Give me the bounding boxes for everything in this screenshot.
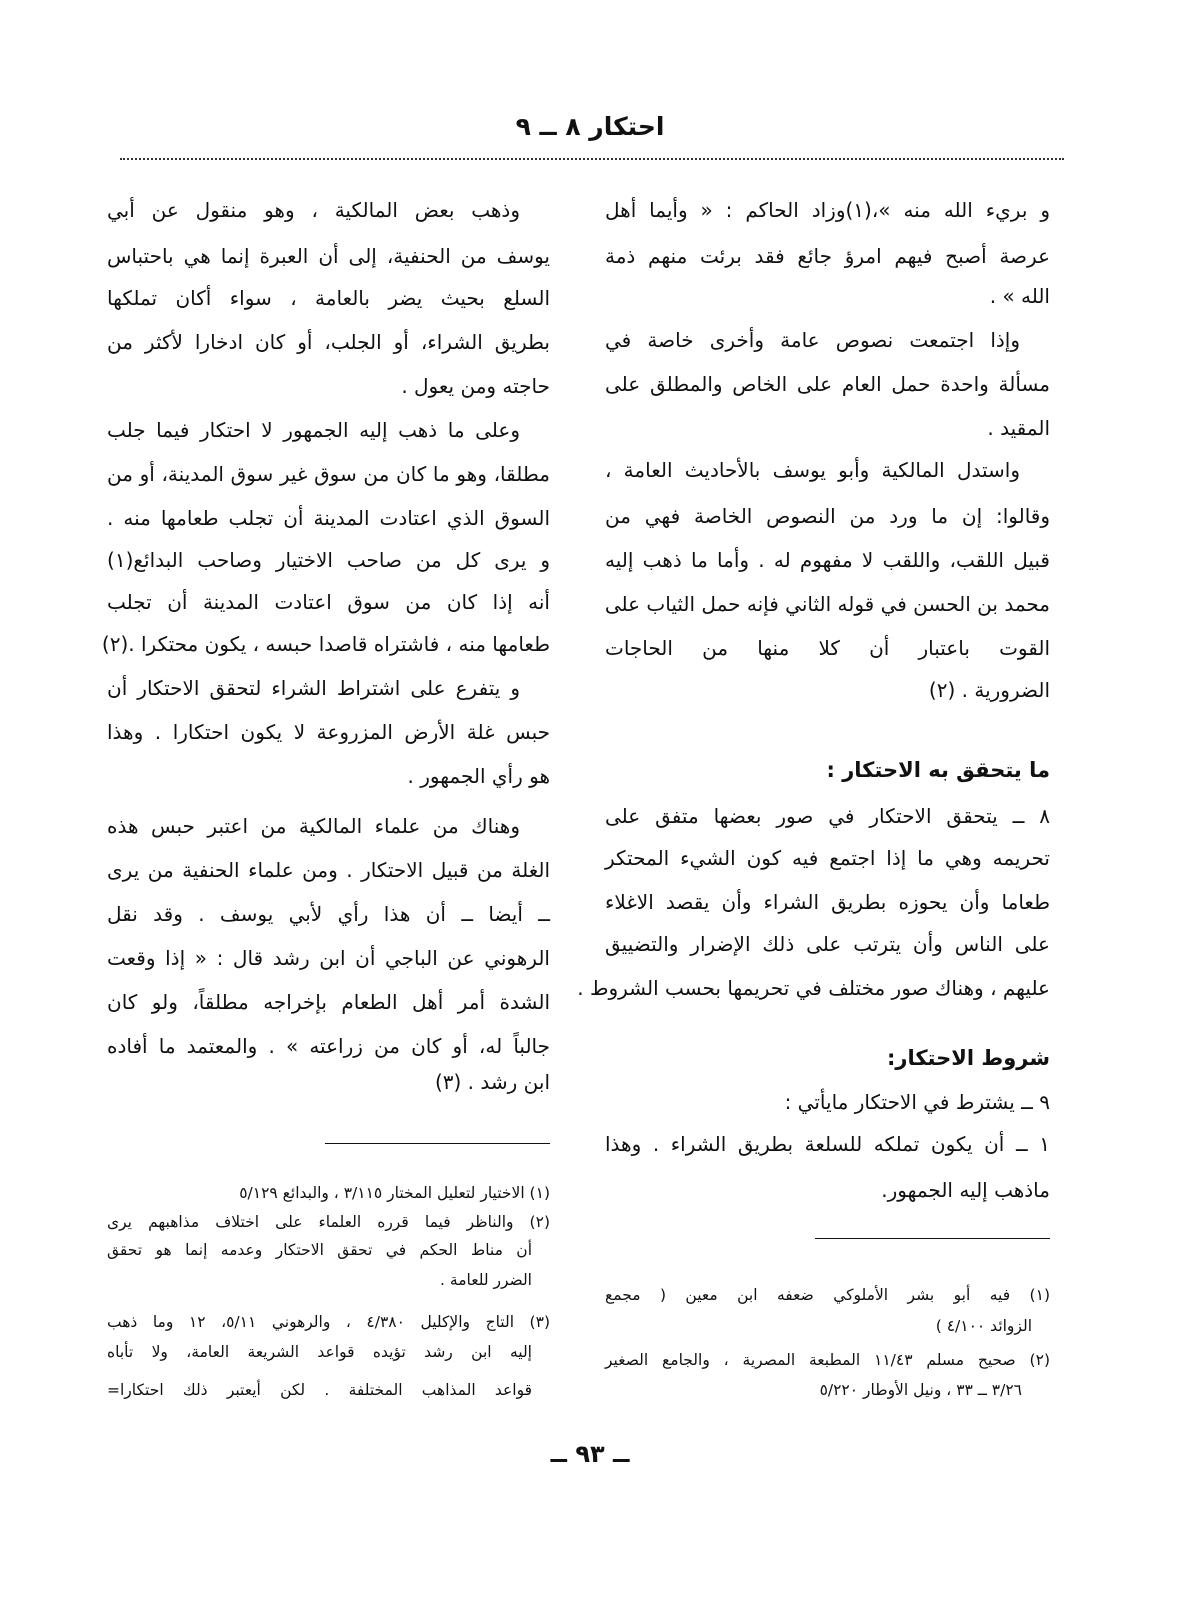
text-line: الله » .	[989, 284, 1050, 308]
text-line: وعلى ما ذهب إليه الجمهور لا احتكار فيما جلب	[107, 418, 520, 442]
text-line: هو رأي الجمهور .	[407, 764, 550, 788]
footnote-line: الضرر للعامة .	[440, 1271, 532, 1289]
text-line: و بريء الله منه »،(١)وزاد الحاكم : « وأيما أهل	[605, 198, 1050, 222]
text-line: تحريمه وهي ما إذا اجتمع فيه كون الشيء المحتكر	[605, 846, 1050, 870]
footnote-line: (٢) صحيح مسلم ١١/٤٣ المطبعة المصرية ، والجامع الصغير	[605, 1351, 1050, 1369]
section-heading: ما يتحقق به الاحتكار :	[826, 758, 1050, 782]
text-line: ٩ ــ يشترط في الاحتكار مايأتي :	[784, 1090, 1050, 1114]
text-line: عرصة أصبح فيهم امرؤ جائع فقد برئت منهم ذمة	[605, 244, 1050, 268]
footnote-line: (١) الاختيار لتعليل المختار ٣/١١٥ ، والبدائع ٥/١٢٩	[239, 1184, 550, 1202]
text-line: حاجته ومن يعول .	[401, 374, 550, 398]
text-line: ماذهب إليه الجمهور.	[881, 1178, 1050, 1202]
text-line: الضرورية . (٢)	[928, 678, 1050, 702]
running-header: احتكار ٨ ــ ٩	[515, 112, 665, 141]
text-line: وقالوا: إن ما ورد من النصوص الخاصة فهي من	[605, 504, 1050, 528]
left-footnote-rule	[325, 1143, 550, 1144]
text-line: وإذا اجتمعت نصوص عامة وأخرى خاصة في	[605, 328, 1020, 352]
footnote-line: (٣) التاج والإكليل ٤/٣٨٠ ، والرهوني ٥/١١، ١٢ وما ذهب	[107, 1313, 550, 1331]
footnote-line: أن مناط الحكم في تحقق الاحتكار وعدمه إنما هو تحقق	[107, 1241, 532, 1259]
text-line: السوق الذي اعتادت المدينة أن تجلب طعامها منه .	[107, 506, 550, 530]
text-line: أنه إذا كان من سوق اعتادت المدينة أن تجلب	[107, 590, 550, 614]
text-line: مطلقا، وهو ما كان من سوق غير سوق المدينة، أو من	[107, 462, 550, 486]
text-line: الشدة أمر أهل الطعام بإخراجه مطلقاً، ولو كان	[107, 990, 550, 1014]
text-line: السلع بحيث يضر بالعامة ، سواء أكان تملكها	[107, 286, 550, 310]
text-line: ابن رشد . (٣)	[434, 1070, 550, 1094]
text-line: القوت باعتبار أن كلا منها من الحاجات	[605, 636, 1050, 660]
text-line: طعامها منه ، فاشتراه قاصدا حبسه ، يكون محتكرا .(٢)	[101, 632, 550, 656]
text-line: ــ أيضا ــ أن هذا رأي لأبي يوسف . وقد نقل	[107, 902, 550, 926]
text-line: المقيد .	[987, 416, 1050, 440]
text-line: قبيل اللقب، واللقب لا مفهوم له . وأما ما ذهب إليه	[605, 548, 1050, 572]
footnote-line: إليه ابن رشد تؤيده قواعد الشريعة العامة، ولا تأباه	[107, 1343, 532, 1361]
section-heading: شروط الاحتكار:	[886, 1046, 1050, 1070]
page-number: ــ ٩٣ ــ	[550, 1440, 630, 1468]
text-line: يوسف من الحنفية، إلى أن العبرة إنما هي باحتباس	[107, 244, 550, 268]
text-line: حبس غلة الأرض المزروعة لا يكون احتكارا . وهذا	[107, 720, 550, 744]
text-line: عليهم ، وهناك صور مختلف في تحريمها بحسب الشروط .	[577, 976, 1050, 1000]
header-divider	[120, 158, 1064, 160]
text-line: على الناس وأن يترتب على ذلك الإضرار والتضييق	[605, 932, 1050, 956]
text-line: وذهب بعض المالكية ، وهو منقول عن أبي	[107, 198, 520, 222]
text-line: الغلة من قبيل الاحتكار . ومن علماء الحنفية من يرى	[107, 858, 550, 882]
text-line: واستدل المالكية وأبو يوسف بالأحاديث العامة ،	[605, 458, 1020, 482]
footnote-line: الزوائد ٤/١٠٠ )	[935, 1317, 1032, 1335]
footnote-line: (٢) والناظر فيما قرره العلماء على اختلاف مذاهبهم يرى	[107, 1213, 550, 1231]
text-line: وهناك من علماء المالكية من اعتبر حبس هذه	[107, 814, 520, 838]
text-line: و يرى كل من صاحب الاختيار وصاحب البدائع(١)	[107, 548, 550, 572]
text-line: مسألة واحدة حمل العام على الخاص والمطلق على	[605, 372, 1050, 396]
right-footnote-rule	[815, 1238, 1050, 1239]
text-line: ١ ــ أن يكون تملكه للسلعة بطريق الشراء . وهذا	[605, 1132, 1050, 1156]
text-line: الرهوني عن الباجي أن ابن رشد قال : « إذا وقعت	[107, 946, 550, 970]
footnote-line: (١) فيه أبو بشر الأملوكي ضعفه ابن معين ( مجمع	[605, 1286, 1050, 1304]
text-line: جالباً له، أو كان من زراعته » . والمعتمد ما أفاده	[107, 1034, 550, 1058]
footnote-line: ٣/٢٦ ــ ٣٣ ، ونيل الأوطار ٥/٢٢٠	[819, 1381, 1022, 1399]
text-line: طعاما وأن يحوزه بطريق الشراء وأن يقصد الاغلاء	[605, 890, 1050, 914]
text-line: محمد بن الحسن في قوله الثاني فإنه حمل الثياب على	[604, 592, 1050, 616]
text-line: و يتفرع على اشتراط الشراء لتحقق الاحتكار أن	[107, 676, 520, 700]
text-line: ٨ ــ يتحقق الاحتكار في صور بعضها متفق على	[605, 804, 1050, 828]
text-line: بطريق الشراء، أو الجلب، أو كان ادخارا لأكثر من	[107, 330, 550, 354]
footnote-line: قواعد المذاهب المختلفة . لكن أيعتبر ذلك احتكارا=	[107, 1381, 532, 1399]
